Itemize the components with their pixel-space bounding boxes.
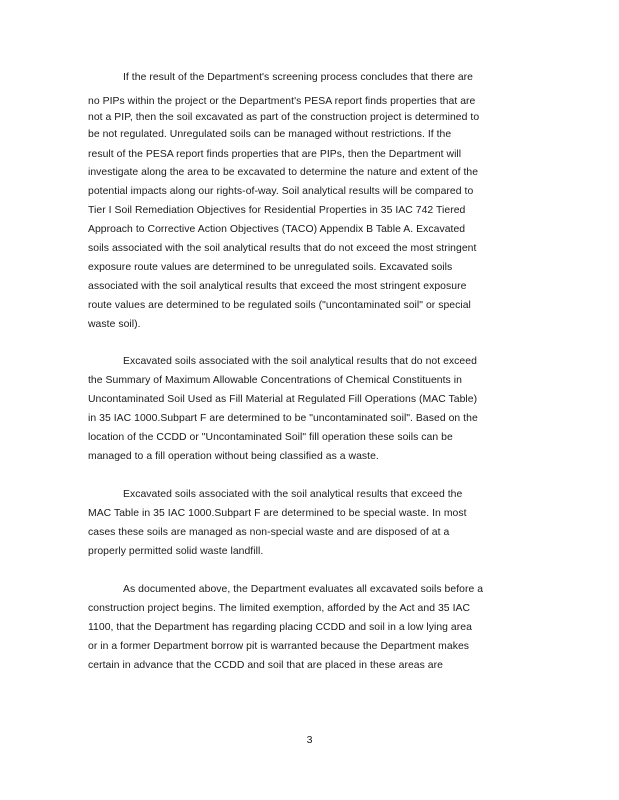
text-line: Approach to Corrective Action Objectives (TACO) Appendix B Table A. Excavated [88,224,466,235]
text-line: location of the CCDD or "Uncontaminated Soil" fill operation these soils can be [88,432,453,443]
text-line: associated with the soil analytical results that exceed the most stringent exposure [88,281,467,292]
text-line: cases these soils are managed as non-special waste and are disposed of at a [88,527,450,538]
text-line: or in a former Department borrow pit is warranted because the Department makes [88,641,470,652]
page-number: 3 [306,734,313,746]
text-line: result of the PESA report finds properties that are PIPs, then the Department will [88,149,462,160]
text-line: potential impacts along our rights-of-way. Soil analytical results will be compared to [88,186,474,197]
text-line: waste soil). [88,319,141,330]
text-line: construction project begins. The limited exemption, afforded by the Act and 35 IAC [88,603,471,614]
text-line: Excavated soils associated with the soil analytical results that exceed the [123,489,463,500]
text-line: As documented above, the Department evaluates all excavated soils before a [123,584,484,595]
text-line: Excavated soils associated with the soil analytical results that do not exceed [123,356,477,367]
text-line: the Summary of Maximum Allowable Concentrations of Chemical Constituents in [88,375,462,386]
text-line: certain in advance that the CCDD and soil that are placed in these areas are [88,660,443,671]
text-line: not a PIP, then the soil excavated as part of the construction project is determined to [88,112,480,123]
text-line: no PIPs within the project or the Department's PESA report finds properties that are [88,96,476,107]
text-line: investigate along the area to be excavated to determine the nature and extent of the [88,167,479,178]
text-line: properly permitted solid waste landfill. [88,546,264,557]
text-line: soils associated with the soil analytical results that do not exceed the most stringent [88,243,477,254]
text-line: in 35 IAC 1000.Subpart F are determined to be "uncontaminated soil". Based on the [88,413,478,424]
text-line: be not regulated. Unregulated soils can be managed without restrictions. If the [88,129,452,140]
text-line: managed to a fill operation without being classified as a waste. [88,451,379,462]
text-line: Tier I Soil Remediation Objectives for Residential Properties in 35 IAC 742 Tiered [88,205,466,216]
text-line: Uncontaminated Soil Used as Fill Material at Regulated Fill Operations (MAC Table) [88,394,478,405]
text-line: If the result of the Department's screening process concludes that there are [123,72,474,83]
text-line: route values are determined to be regulated soils ("uncontaminated soil" or special [88,300,471,311]
text-line: 1100, that the Department has regarding placing CCDD and soil in a low lying area [88,622,472,633]
text-line: MAC Table in 35 IAC 1000.Subpart F are determined to be special waste. In most [88,508,467,519]
text-line: exposure route values are determined to be unregulated soils. Excavated soils [88,262,453,273]
